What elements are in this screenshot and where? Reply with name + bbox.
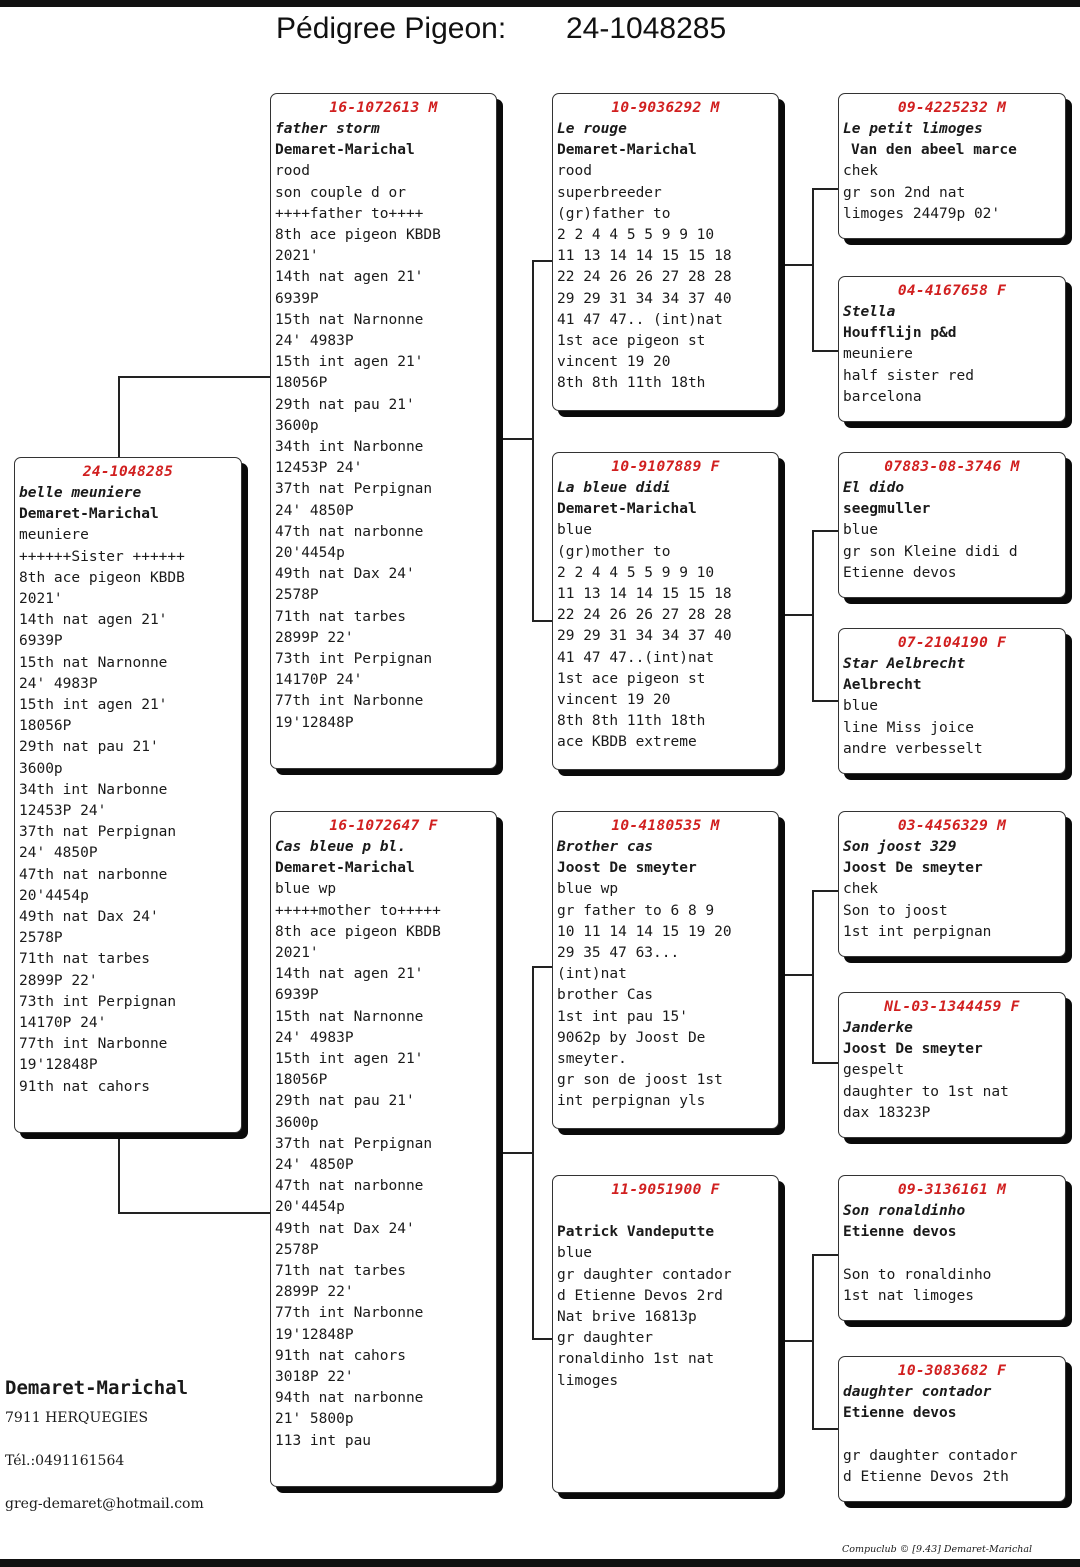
info-line: 24' 4983P xyxy=(19,675,98,692)
info-line: gr son de joost 1st xyxy=(557,1072,723,1089)
info-line: 14170P 24' xyxy=(19,1015,107,1032)
info-line: 73th int Perpignan xyxy=(19,993,177,1010)
pigeon-name: Cas bleue p bl. xyxy=(275,839,406,855)
connector-mother-bot xyxy=(532,1338,552,1340)
pigeon-card-fmm[interactable] xyxy=(838,628,1066,774)
info-line: 2578P xyxy=(275,1241,319,1258)
connector-fm-v xyxy=(812,530,814,702)
info-line: 34th int Narbonne xyxy=(19,781,168,798)
pigeon-info xyxy=(275,879,492,1451)
info-line: 8th ace pigeon KBDB xyxy=(275,227,441,244)
connector-mm-bot xyxy=(812,1428,838,1430)
pigeon-name: belle meuniere xyxy=(19,485,142,501)
pigeon-card-ffm[interactable] xyxy=(838,276,1066,422)
info-line: 15th int agen 21' xyxy=(19,697,168,714)
pigeon-info xyxy=(557,1243,774,1391)
info-line: 113 int pau xyxy=(275,1432,372,1449)
info-line: 10 11 14 14 15 19 20 xyxy=(557,923,732,940)
info-line: 91th nat cahors xyxy=(19,1078,150,1095)
owner-name: Demaret-Marichal xyxy=(5,1377,189,1399)
info-line: 24' 4850P xyxy=(19,845,98,862)
ring-number: NL-03-1344459 F xyxy=(884,999,1020,1015)
ring-number: 16-1072647 F xyxy=(329,818,438,834)
info-line: brother Cas xyxy=(557,987,654,1004)
info-line: 11 13 14 14 15 15 18 xyxy=(557,248,732,265)
pigeon-name: La bleue didi xyxy=(557,480,671,496)
info-line: 15th nat Narnonne xyxy=(19,654,168,671)
pigeon-card-father-father[interactable] xyxy=(552,93,779,411)
info-line: 18056P xyxy=(19,718,72,735)
connector-father-mid xyxy=(497,438,533,440)
ring-number: 09-4225232 M xyxy=(897,100,1007,116)
ring-number: 10-9107889 F xyxy=(611,459,720,475)
pigeon-info xyxy=(19,525,237,1097)
pigeon-name xyxy=(557,1201,774,1222)
pigeon-card-father[interactable] xyxy=(270,93,497,769)
info-line: 29 35 47 63... xyxy=(557,945,680,962)
ring-number: 03-4456329 M xyxy=(897,818,1007,834)
info-line: 29th nat pau 21' xyxy=(275,1093,415,1110)
info-line: blue xyxy=(557,1245,592,1262)
info-line: 2899P 22' xyxy=(275,629,354,646)
info-line: limoges 24479p 02' xyxy=(843,205,1001,222)
info-line: 37th nat Perpignan xyxy=(19,824,177,841)
info-line: gespelt xyxy=(843,1062,905,1079)
connector-mf-v xyxy=(812,890,814,1064)
info-line: barcelona xyxy=(843,388,922,405)
info-line: Son to joost xyxy=(843,902,948,919)
info-line: 3600p xyxy=(275,417,319,434)
info-line: 2899P 22' xyxy=(275,1284,354,1301)
ring-number: 09-3136161 M xyxy=(897,1182,1007,1198)
info-line: 77th int Narbonne xyxy=(275,693,424,710)
bottom-border xyxy=(0,1559,1080,1567)
info-line: vincent 19 20 xyxy=(557,692,671,709)
info-line: 12453P 24' xyxy=(275,460,363,477)
info-line: 15th nat Narnonne xyxy=(275,1008,424,1025)
pigeon-name: Star Aelbrecht xyxy=(843,656,966,672)
owner-address: 7911 HERQUEGIES xyxy=(5,1410,149,1426)
connector-subject-father-v xyxy=(118,376,120,458)
info-line: gr father to 6 8 9 xyxy=(557,902,715,919)
ring-number: 11-9051900 F xyxy=(611,1182,720,1198)
info-line: dax 18323P xyxy=(843,1104,931,1121)
pigeon-card-mother-father[interactable] xyxy=(552,811,779,1129)
info-line: 37th nat Perpignan xyxy=(275,481,433,498)
info-line: 22 24 26 26 27 28 28 xyxy=(557,607,732,624)
info-line: 6939P xyxy=(275,987,319,1004)
info-line: ++++father to++++ xyxy=(275,205,424,222)
ring-number: 24-1048285 xyxy=(82,464,174,480)
info-line: blue xyxy=(843,698,878,715)
pigeon-info xyxy=(843,1243,1061,1307)
pigeon-name: daughter contador xyxy=(843,1384,992,1400)
ring-number: 10-3083682 F xyxy=(897,1363,1007,1379)
owner-phone: Tél.:0491161564 xyxy=(5,1453,125,1469)
info-line: 94th nat narbonne xyxy=(275,1390,424,1407)
pigeon-name: Le petit limoges xyxy=(843,121,983,137)
pigeon-card-fmf[interactable] xyxy=(838,452,1066,598)
info-line xyxy=(843,1424,1061,1445)
breeder-name: Aelbrecht xyxy=(843,677,922,694)
pigeon-card-father-mother[interactable] xyxy=(552,452,779,770)
pigeon-card-fff[interactable] xyxy=(838,93,1066,239)
ring-number: 10-4180535 M xyxy=(611,818,720,834)
info-line: (gr)father to xyxy=(557,205,671,222)
pigeon-card-subject[interactable] xyxy=(14,457,242,1133)
info-line: 20'4454p xyxy=(19,887,89,904)
info-line: 19'12848P xyxy=(275,1326,354,1343)
info-line: 14th nat agen 21' xyxy=(275,966,424,983)
info-line: 71th nat tarbes xyxy=(275,1263,406,1280)
info-line: 1st ace pigeon st xyxy=(557,670,706,687)
info-line: 41 47 47.. (int)nat xyxy=(557,311,723,328)
info-line: 14th nat agen 21' xyxy=(19,612,168,629)
info-line: blue xyxy=(557,522,592,539)
connector-fm-bot xyxy=(812,700,838,702)
info-line: 34th int Narbonne xyxy=(275,439,424,456)
info-line: 24' 4850P xyxy=(275,1157,354,1174)
breeder-name: seegmuller xyxy=(843,501,931,518)
info-line: ace KBDB extreme xyxy=(557,734,697,751)
info-line: gr daughter contador xyxy=(557,1266,732,1283)
breeder-name: Demaret-Marichal xyxy=(557,142,697,159)
pigeon-name: Janderke xyxy=(843,1020,913,1036)
info-line: 73th int Perpignan xyxy=(275,651,433,668)
connector-subject-father-h xyxy=(118,376,270,378)
info-line: chek xyxy=(843,881,878,898)
breeder-name: Patrick Vandeputte xyxy=(557,1224,715,1241)
info-line: line Miss joice xyxy=(843,719,974,736)
page-title xyxy=(0,12,1080,52)
pigeon-info xyxy=(843,696,1061,760)
pigeon-card-mmm[interactable] xyxy=(838,1356,1066,1502)
info-line: 11 13 14 14 15 15 18 xyxy=(557,586,732,603)
breeder-name: Etienne devos xyxy=(843,1405,957,1422)
info-line: 47th nat narbonne xyxy=(275,1178,424,1195)
info-line: 2021' xyxy=(275,248,319,265)
info-line: 49th nat Dax 24' xyxy=(275,1220,415,1237)
connector-mm-v xyxy=(812,1254,814,1430)
info-line: 19'12848P xyxy=(19,1057,98,1074)
info-line: 15th int agen 21' xyxy=(275,1051,424,1068)
connector-father-v xyxy=(532,260,534,622)
pigeon-name: father storm xyxy=(275,121,380,137)
info-line: 2578P xyxy=(275,587,319,604)
info-line: daughter to 1st nat xyxy=(843,1083,1009,1100)
connector-ff-v xyxy=(812,188,814,352)
breeder-name: Van den abeel marce xyxy=(851,142,1017,159)
pigeon-info xyxy=(557,161,774,394)
info-line: gr son 2nd nat xyxy=(843,184,966,201)
title-ring: 24-1048285 xyxy=(566,12,727,45)
pigeon-info xyxy=(843,1060,1061,1124)
ring-number: 07883-08-3746 M xyxy=(884,459,1020,475)
breeder-name: Demaret-Marichal xyxy=(557,501,697,518)
pigeon-info xyxy=(275,161,492,733)
ring-number: 04-4167658 F xyxy=(897,283,1007,299)
info-line: blue xyxy=(843,522,878,539)
info-line xyxy=(843,1243,1061,1264)
pigeon-info xyxy=(557,879,774,1112)
connector-ff-mid xyxy=(779,264,813,266)
connector-fm-mid xyxy=(779,614,813,616)
info-line: andre verbesselt xyxy=(843,740,983,757)
connector-father-bot xyxy=(532,620,552,622)
info-line: 71th nat tarbes xyxy=(19,951,150,968)
ring-number: 10-9036292 M xyxy=(611,100,720,116)
info-line: 1st nat limoges xyxy=(843,1287,974,1304)
ring-number: 16-1072613 M xyxy=(329,100,438,116)
info-line: rood xyxy=(557,163,592,180)
connector-father-top xyxy=(532,260,552,262)
info-line: 29 29 31 34 34 37 40 xyxy=(557,628,732,645)
info-line: 15th nat Narnonne xyxy=(275,311,424,328)
connector-mm-top xyxy=(812,1254,838,1256)
info-line: 47th nat narbonne xyxy=(275,523,424,540)
info-line: meuniere xyxy=(19,527,89,544)
info-line: 21' 5800p xyxy=(275,1411,354,1428)
info-line: 77th int Narbonne xyxy=(19,1036,168,1053)
connector-mf-bot xyxy=(812,1062,838,1064)
pigeon-name: Le rouge xyxy=(557,121,627,137)
pigeon-card-mff[interactable] xyxy=(838,811,1066,957)
info-line: 12453P 24' xyxy=(19,803,107,820)
info-line: 1st int pau 15' xyxy=(557,1008,688,1025)
info-line: 3018P 22' xyxy=(275,1369,354,1386)
info-line: 2 2 4 4 5 5 9 9 10 xyxy=(557,564,715,581)
pigeon-card-mfm[interactable] xyxy=(838,992,1066,1138)
info-line: 24' 4983P xyxy=(275,1029,354,1046)
info-line: 8th 8th 11th 18th xyxy=(557,375,706,392)
info-line: ++++++Sister ++++++ xyxy=(19,548,185,565)
info-line: half sister red xyxy=(843,367,974,384)
info-line: 3600p xyxy=(275,1114,319,1131)
info-line: d Etienne Devos 2rd xyxy=(557,1287,723,1304)
pigeon-card-mmf[interactable] xyxy=(838,1175,1066,1321)
info-line: 2021' xyxy=(275,945,319,962)
info-line: 8th ace pigeon KBDB xyxy=(275,923,441,940)
info-line: 19'12848P xyxy=(275,714,354,731)
connector-subject-mother-h xyxy=(118,1212,270,1214)
info-line: 15th int agen 21' xyxy=(275,354,424,371)
connector-subject-mother-v xyxy=(118,1138,120,1214)
info-line: (int)nat xyxy=(557,966,627,983)
breeder-name: Joost De smeyter xyxy=(843,1041,983,1058)
pigeon-name: El dido xyxy=(843,480,905,496)
owner-email[interactable]: greg-demaret@hotmail.com xyxy=(5,1496,204,1512)
info-line: 2 2 4 4 5 5 9 9 10 xyxy=(557,227,715,244)
info-line: vincent 19 20 xyxy=(557,354,671,371)
info-line: chek xyxy=(843,163,878,180)
info-line: 2578P xyxy=(19,930,63,947)
info-line: Nat brive 16813p xyxy=(557,1309,697,1325)
connector-mother-mid xyxy=(497,1152,533,1154)
info-line: 9062p by Joost De xyxy=(557,1029,706,1046)
breeder-name: Demaret-Marichal xyxy=(19,506,159,523)
ring-number: 07-2104190 F xyxy=(897,635,1007,651)
connector-ff-bot xyxy=(812,350,838,352)
title-label: Pédigree Pigeon: xyxy=(276,12,507,45)
info-line: +++++mother to+++++ xyxy=(275,902,441,919)
info-line: 49th nat Dax 24' xyxy=(19,909,159,926)
breeder-name: Etienne devos xyxy=(843,1224,957,1241)
info-line: 14th nat agen 21' xyxy=(275,269,424,286)
info-line: 29 29 31 34 34 37 40 xyxy=(557,290,732,307)
pigeon-info xyxy=(843,344,1061,408)
info-line: 29th nat pau 21' xyxy=(19,739,159,756)
pigeon-info xyxy=(843,161,1061,225)
info-line: 24' 4850P xyxy=(275,502,354,519)
breeder-name: Demaret-Marichal xyxy=(275,860,415,877)
info-line: son couple d or xyxy=(275,184,406,201)
connector-fm-top xyxy=(812,530,838,532)
info-line: 91th nat cahors xyxy=(275,1347,406,1364)
pigeon-info xyxy=(843,520,1061,584)
info-line: ronaldinho 1st nat xyxy=(557,1351,715,1368)
connector-mm-mid xyxy=(779,1340,813,1342)
info-line: 2899P 22' xyxy=(19,972,98,989)
pigeon-info xyxy=(843,1424,1061,1488)
info-line: 1st ace pigeon st xyxy=(557,333,706,350)
info-line: 47th nat narbonne xyxy=(19,866,168,883)
info-line: gr daughter contador xyxy=(843,1447,1018,1464)
info-line: blue wp xyxy=(275,881,337,898)
pigeon-info xyxy=(843,879,1061,943)
breeder-name: Demaret-Marichal xyxy=(275,142,415,159)
info-line: 71th nat tarbes xyxy=(275,608,406,625)
info-line: Etienne devos xyxy=(843,564,957,581)
info-line: 29th nat pau 21' xyxy=(275,396,415,413)
pigeon-name: Son ronaldinho xyxy=(843,1203,966,1219)
info-line: 8th 8th 11th 18th xyxy=(557,713,706,730)
info-line: gr daughter xyxy=(557,1330,654,1347)
info-line: blue wp xyxy=(557,881,619,898)
breeder-name: Houfflijn p&d xyxy=(843,325,957,342)
info-line: d Etienne Devos 2th xyxy=(843,1468,1009,1485)
connector-ff-top xyxy=(812,188,838,190)
connector-mf-top xyxy=(812,890,838,892)
connector-mother-top xyxy=(532,966,552,968)
info-line: 24' 4983P xyxy=(275,333,354,350)
pigeon-card-mother-mother[interactable] xyxy=(552,1175,779,1493)
software-credit: Compuclub © [9.43] Demaret-Marichal xyxy=(842,1544,1033,1555)
info-line: rood xyxy=(275,163,310,180)
breeder-name: Joost De smeyter xyxy=(557,860,697,877)
pigeon-card-mother[interactable] xyxy=(270,811,497,1487)
info-line: gr son Kleine didi d xyxy=(843,543,1018,560)
info-line: 20'4454p xyxy=(275,1199,345,1216)
info-line: int perpignan yls xyxy=(557,1093,706,1110)
info-line: smeyter. xyxy=(557,1051,627,1068)
info-line: 1st int perpignan xyxy=(843,923,992,940)
info-line: 37th nat Perpignan xyxy=(275,1135,433,1152)
info-line: 41 47 47..(int)nat xyxy=(557,649,715,666)
info-line: (gr)mother to xyxy=(557,543,671,560)
top-border xyxy=(0,0,1080,7)
pigeon-info xyxy=(557,520,774,753)
info-line: 8th ace pigeon KBDB xyxy=(19,569,185,586)
info-line: 77th int Narbonne xyxy=(275,1305,424,1322)
info-line: 20'4454p xyxy=(275,545,345,562)
info-line: 6939P xyxy=(275,290,319,307)
info-line: 18056P xyxy=(275,375,328,392)
info-line: 3600p xyxy=(19,760,63,777)
info-line: 14170P 24' xyxy=(275,672,363,689)
breeder-name: Joost De smeyter xyxy=(843,860,983,877)
info-line: limoges xyxy=(557,1372,619,1389)
pigeon-name: Brother cas xyxy=(557,839,654,855)
info-line: 2021' xyxy=(19,591,63,608)
info-line: 6939P xyxy=(19,633,63,650)
info-line: 49th nat Dax 24' xyxy=(275,566,415,583)
connector-mf-mid xyxy=(779,974,813,976)
pigeon-name: Son joost 329 xyxy=(843,839,957,855)
pigeon-name: Stella xyxy=(843,304,896,320)
info-line: superbreeder xyxy=(557,184,662,201)
info-line: 22 24 26 26 27 28 28 xyxy=(557,269,732,286)
info-line: meuniere xyxy=(843,346,913,363)
info-line: 18056P xyxy=(275,1072,328,1089)
info-line: Son to ronaldinho xyxy=(843,1266,992,1283)
